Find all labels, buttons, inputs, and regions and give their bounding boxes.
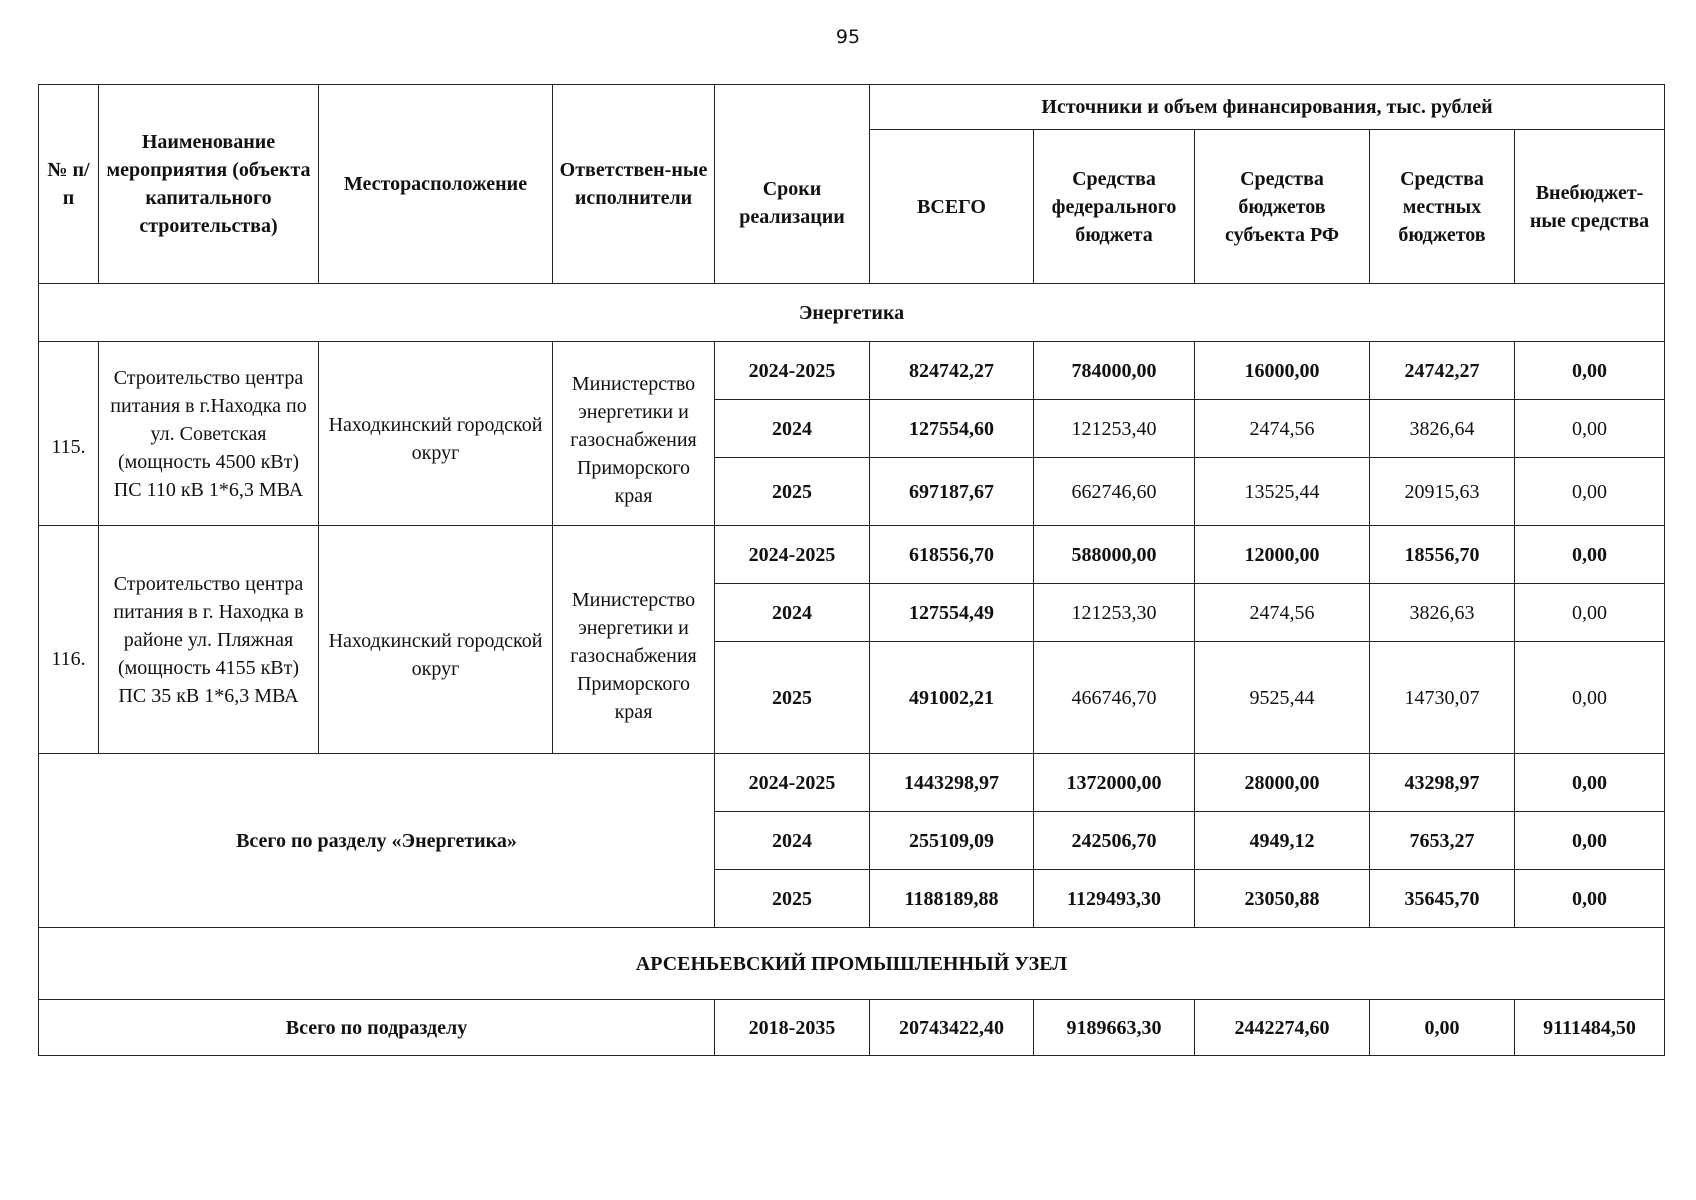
period-cell: 2024 bbox=[715, 812, 870, 870]
federal-cell: 9189663,30 bbox=[1034, 1000, 1195, 1056]
project-num: 116. bbox=[39, 526, 99, 754]
financing-table bbox=[38, 84, 1665, 1056]
extra-cell: 0,00 bbox=[1515, 526, 1665, 584]
section-title: Энергетика bbox=[39, 284, 1665, 342]
header-row-1 bbox=[39, 85, 1665, 130]
period-cell: 2024-2025 bbox=[715, 526, 870, 584]
local-cell: 7653,27 bbox=[1370, 812, 1515, 870]
header-subject: Средства бюджетов субъекта РФ bbox=[1195, 130, 1370, 284]
header-location: Месторасположение bbox=[319, 85, 553, 284]
project-location: Находкинский городской округ bbox=[319, 342, 553, 526]
extra-cell: 0,00 bbox=[1515, 754, 1665, 812]
local-cell: 43298,97 bbox=[1370, 754, 1515, 812]
local-cell: 0,00 bbox=[1370, 1000, 1515, 1056]
table-row bbox=[39, 526, 1665, 584]
extra-cell: 9111484,50 bbox=[1515, 1000, 1665, 1056]
header-num: № п/п bbox=[39, 85, 99, 284]
federal-cell: 588000,00 bbox=[1034, 526, 1195, 584]
header-total: ВСЕГО bbox=[870, 130, 1034, 284]
extra-cell: 0,00 bbox=[1515, 812, 1665, 870]
total-cell: 1188189,88 bbox=[870, 870, 1034, 928]
project-name: Строительство центра питания в г.Находка по ул. Советская (мощность 4500 кВт) ПС 110 кВ 1*6,3 МВА bbox=[99, 342, 319, 526]
hub-title: АРСЕНЬЕВСКИЙ ПРОМЫШЛЕННЫЙ УЗЕЛ bbox=[39, 928, 1665, 1000]
total-cell: 255109,09 bbox=[870, 812, 1034, 870]
extra-cell: 0,00 bbox=[1515, 642, 1665, 754]
section-row bbox=[39, 284, 1665, 342]
subject-cell: 28000,00 bbox=[1195, 754, 1370, 812]
project-executor: Министерство энергетики и газоснабжения Приморского края bbox=[553, 342, 715, 526]
subject-cell: 16000,00 bbox=[1195, 342, 1370, 400]
extra-cell: 0,00 bbox=[1515, 870, 1665, 928]
local-cell: 18556,70 bbox=[1370, 526, 1515, 584]
federal-cell: 242506,70 bbox=[1034, 812, 1195, 870]
local-cell: 14730,07 bbox=[1370, 642, 1515, 754]
header-terms: Сроки реализации bbox=[715, 85, 870, 284]
total-cell: 491002,21 bbox=[870, 642, 1034, 754]
federal-cell: 662746,60 bbox=[1034, 458, 1195, 526]
header-federal: Средства федерального бюджета bbox=[1034, 130, 1195, 284]
extra-cell: 0,00 bbox=[1515, 342, 1665, 400]
subsection-total-row bbox=[39, 1000, 1665, 1056]
local-cell: 24742,27 bbox=[1370, 342, 1515, 400]
extra-cell: 0,00 bbox=[1515, 400, 1665, 458]
subject-cell: 4949,12 bbox=[1195, 812, 1370, 870]
federal-cell: 1372000,00 bbox=[1034, 754, 1195, 812]
subject-cell: 13525,44 bbox=[1195, 458, 1370, 526]
total-cell: 824742,27 bbox=[870, 342, 1034, 400]
subsection-total-label: Всего по подразделу bbox=[39, 1000, 715, 1056]
period-cell: 2024 bbox=[715, 584, 870, 642]
total-cell: 127554,49 bbox=[870, 584, 1034, 642]
header-name: Наименование мероприятия (объекта капитального строительства) bbox=[99, 85, 319, 284]
total-cell: 697187,67 bbox=[870, 458, 1034, 526]
federal-cell: 1129493,30 bbox=[1034, 870, 1195, 928]
page-number: 95 bbox=[835, 26, 861, 48]
subject-cell: 12000,00 bbox=[1195, 526, 1370, 584]
project-name: Строительство центра питания в г. Находка в районе ул. Пляжная (мощность 4155 кВт) ПС 35 кВ 1*6,3 МВА bbox=[99, 526, 319, 754]
subject-cell: 23050,88 bbox=[1195, 870, 1370, 928]
subject-cell: 2474,56 bbox=[1195, 400, 1370, 458]
header-extrabudget: Внебюджет-ные средства bbox=[1515, 130, 1665, 284]
local-cell: 20915,63 bbox=[1370, 458, 1515, 526]
extra-cell: 0,00 bbox=[1515, 458, 1665, 526]
period-cell: 2025 bbox=[715, 458, 870, 526]
extra-cell: 0,00 bbox=[1515, 584, 1665, 642]
table-row bbox=[39, 342, 1665, 400]
period-cell: 2018-2035 bbox=[715, 1000, 870, 1056]
header-local: Средства местных бюджетов bbox=[1370, 130, 1515, 284]
project-location: Находкинский городской округ bbox=[319, 526, 553, 754]
total-cell: 1443298,97 bbox=[870, 754, 1034, 812]
total-cell: 618556,70 bbox=[870, 526, 1034, 584]
period-cell: 2024 bbox=[715, 400, 870, 458]
hub-row bbox=[39, 928, 1665, 1000]
subject-cell: 9525,44 bbox=[1195, 642, 1370, 754]
federal-cell: 121253,40 bbox=[1034, 400, 1195, 458]
local-cell: 3826,63 bbox=[1370, 584, 1515, 642]
header-sources: Источники и объем финансирования, тыс. рублей bbox=[870, 85, 1665, 130]
project-num: 115. bbox=[39, 342, 99, 526]
federal-cell: 121253,30 bbox=[1034, 584, 1195, 642]
period-cell: 2024-2025 bbox=[715, 754, 870, 812]
period-cell: 2025 bbox=[715, 642, 870, 754]
total-cell: 20743422,40 bbox=[870, 1000, 1034, 1056]
local-cell: 3826,64 bbox=[1370, 400, 1515, 458]
header-executors: Ответствен-ные исполнители bbox=[553, 85, 715, 284]
project-executor: Министерство энергетики и газоснабжения Приморского края bbox=[553, 526, 715, 754]
total-cell: 127554,60 bbox=[870, 400, 1034, 458]
subject-cell: 2474,56 bbox=[1195, 584, 1370, 642]
subject-cell: 2442274,60 bbox=[1195, 1000, 1370, 1056]
period-cell: 2024-2025 bbox=[715, 342, 870, 400]
federal-cell: 784000,00 bbox=[1034, 342, 1195, 400]
federal-cell: 466746,70 bbox=[1034, 642, 1195, 754]
section-total-row bbox=[39, 754, 1665, 812]
local-cell: 35645,70 bbox=[1370, 870, 1515, 928]
section-total-label: Всего по разделу «Энергетика» bbox=[39, 754, 715, 928]
period-cell: 2025 bbox=[715, 870, 870, 928]
